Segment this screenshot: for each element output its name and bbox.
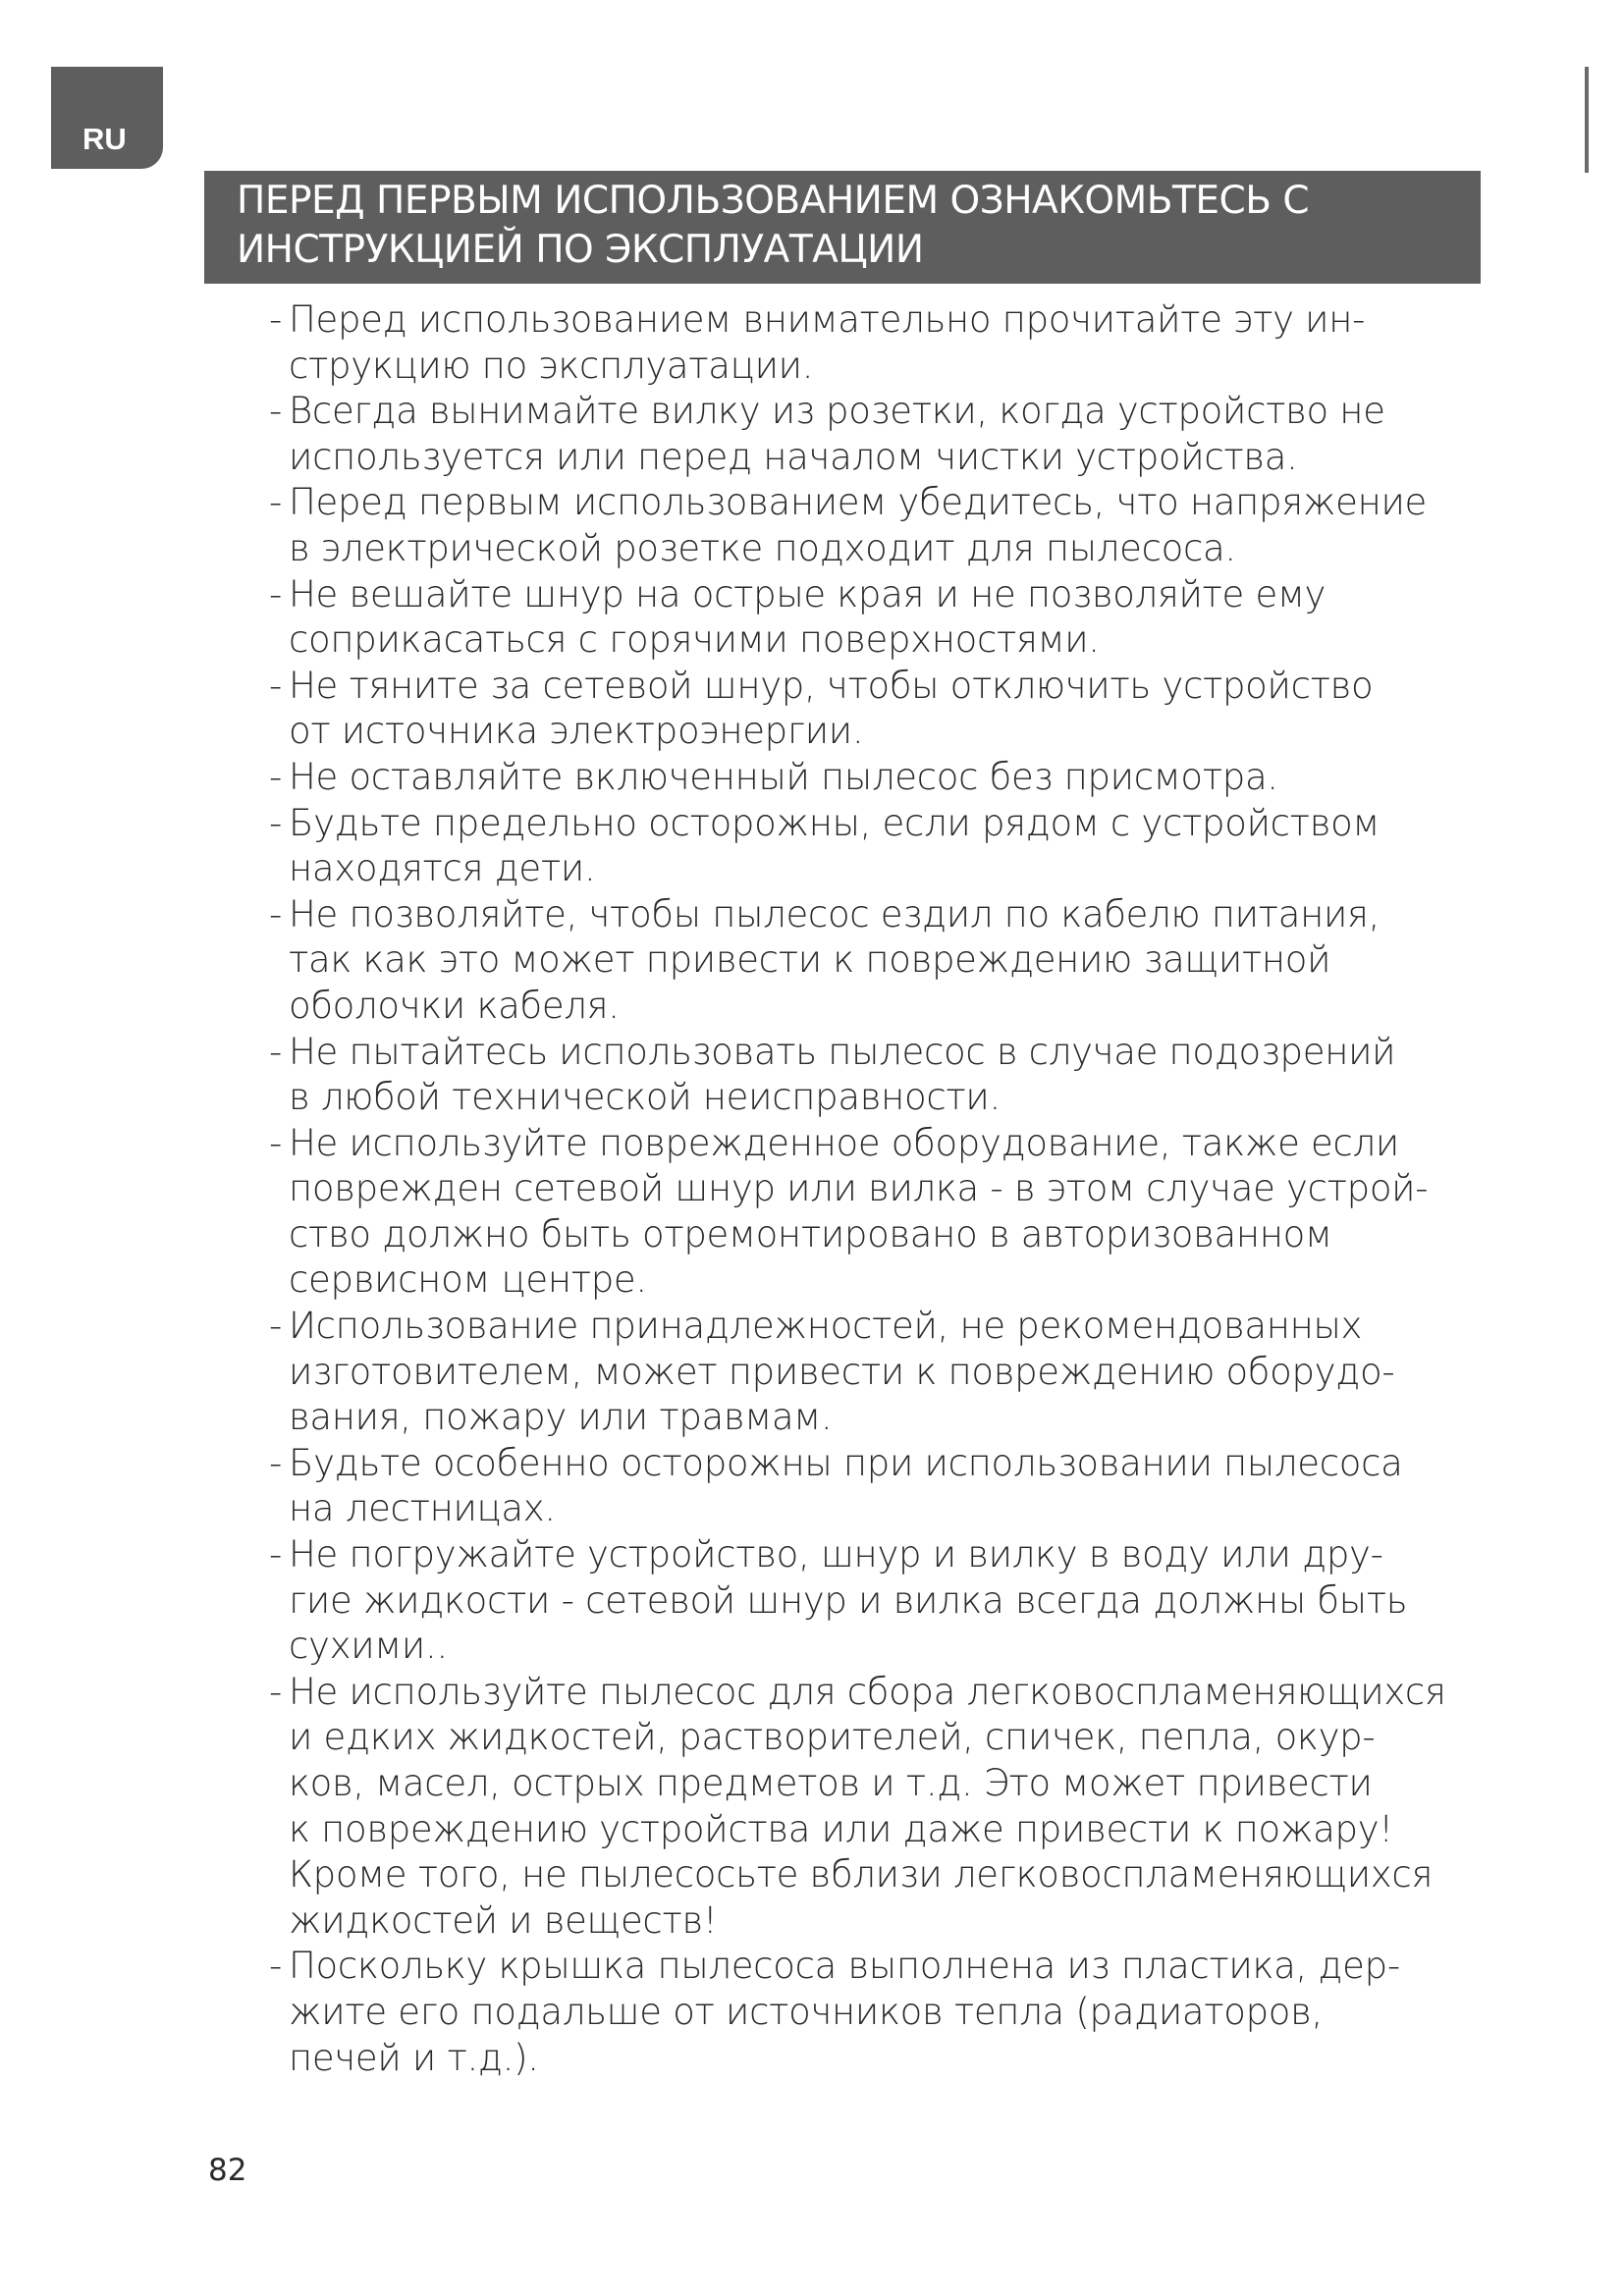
instruction-line: - Не позволяйте, чтобы пылесос ездил по кабелю питания, xyxy=(289,892,1380,935)
instruction-line: поврежден сетевой шнур или вилка - в этом случае устрой- xyxy=(289,1167,1429,1210)
instruction-line: - Не погружайте устройство, шнур и вилку в воду или дру- xyxy=(289,1533,1383,1576)
instruction-line: Кроме того, не пылесосьте вблизи легковоспламеняющихся xyxy=(289,1853,1434,1896)
instruction-line: - Будьте предельно осторожны, если рядом с устройством xyxy=(289,801,1380,844)
section-title-line: ИНСТРУКЦИЕЙ ПО ЭКСПЛУАТАЦИИ xyxy=(237,228,924,272)
safety-instructions-list xyxy=(269,297,1545,2081)
instruction-line: ство должно быть отремонтировано в авторизованном xyxy=(289,1212,1332,1255)
instruction-line: так как это может привести к повреждению защитной xyxy=(289,938,1331,982)
instruction-line: печей и т.д.). xyxy=(289,2036,539,2079)
instruction-item xyxy=(269,755,1545,801)
instruction-line: соприкасаться с горячими поверхностями. xyxy=(289,618,1100,662)
instruction-line: используется или перед началом чистки устройства. xyxy=(289,435,1298,478)
instruction-line: - Не используйте пылесос для сбора легковоспламеняющихся xyxy=(289,1670,1446,1713)
instruction-item xyxy=(269,1121,1545,1304)
instruction-line: сухими.. xyxy=(289,1625,448,1668)
instruction-item xyxy=(269,572,1545,664)
instruction-line: сервисном центре. xyxy=(289,1258,647,1302)
instruction-line: и едких жидкостей, растворителей, спичек, пепла, окур- xyxy=(289,1716,1376,1759)
instruction-line: оболочки кабеля. xyxy=(289,984,620,1027)
instruction-line: - Не вешайте шнур на острые края и не позволяйте ему xyxy=(289,572,1326,615)
instruction-line: от источника электроэнергии. xyxy=(289,710,864,753)
instruction-line: - Использование принадлежностей, не рекомендованных xyxy=(289,1305,1363,1348)
instruction-item xyxy=(269,389,1545,480)
instruction-line: ков, масел, острых предметов и т.д. Это может привести xyxy=(289,1762,1373,1804)
instruction-line: струкцию по эксплуатации. xyxy=(289,344,814,387)
instruction-line: к повреждению устройства или даже привести к пожару! xyxy=(289,1807,1393,1850)
instruction-item xyxy=(269,1532,1545,1670)
instruction-item xyxy=(269,1944,1545,2081)
instruction-item xyxy=(269,297,1545,389)
instruction-line: гие жидкости - сетевой шнур и вилка всегда должны быть xyxy=(289,1578,1408,1622)
instruction-item xyxy=(269,892,1545,1030)
language-tab xyxy=(51,67,163,169)
instruction-item xyxy=(269,801,1545,892)
instruction-line: находятся дети. xyxy=(289,847,596,890)
instruction-item xyxy=(269,664,1545,755)
instruction-line: - Перед использованием внимательно прочитайте эту ин- xyxy=(289,298,1366,341)
instruction-line: - Будьте особенно осторожны при использовании пылесоса xyxy=(289,1441,1403,1484)
instruction-item xyxy=(269,1670,1545,1945)
instruction-line: - Поскольку крышка пылесоса выполнена из пластика, дер- xyxy=(289,1945,1400,1988)
instruction-line: в любой технической неисправности. xyxy=(289,1076,1001,1119)
instruction-line: жидкостей и веществ! xyxy=(289,1898,718,1942)
page-number: 82 xyxy=(208,2153,247,2188)
instruction-line: - Не используйте поврежденное оборудование, также если xyxy=(289,1121,1399,1164)
instruction-line: жите его подальше от источников тепла (радиаторов, xyxy=(289,1990,1323,2033)
instruction-line: на лестницах. xyxy=(289,1487,556,1530)
instruction-item xyxy=(269,1030,1545,1121)
instruction-line: в электрической розетке подходит для пылесоса. xyxy=(289,526,1236,569)
language-label: RU xyxy=(82,122,127,156)
instruction-line: - Всегда вынимайте вилку из розетки, когда устройство не xyxy=(289,390,1385,433)
page-edge-mark xyxy=(1585,67,1589,173)
instruction-line: - Не оставляйте включенный пылесос без присмотра. xyxy=(289,755,1278,798)
instruction-line: - Не тяните за сетевой шнур, чтобы отключить устройство xyxy=(289,664,1374,707)
section-title xyxy=(204,171,1481,284)
instruction-item xyxy=(269,480,1545,571)
instruction-item xyxy=(269,1304,1545,1441)
instruction-line: - Перед первым использованием убедитесь, что напряжение xyxy=(289,481,1428,524)
instruction-line: - Не пытайтесь использовать пылесос в случае подозрений xyxy=(289,1030,1396,1073)
section-title-line: ПЕРЕД ПЕРВЫМ ИСПОЛЬЗОВАНИЕМ ОЗНАКОМЬТЕСЬ С xyxy=(237,179,1310,223)
instruction-line: изготовителем, может привести к повреждению оборудо- xyxy=(289,1350,1395,1393)
instruction-line: вания, пожару или травмам. xyxy=(289,1396,833,1439)
instruction-item xyxy=(269,1441,1545,1532)
